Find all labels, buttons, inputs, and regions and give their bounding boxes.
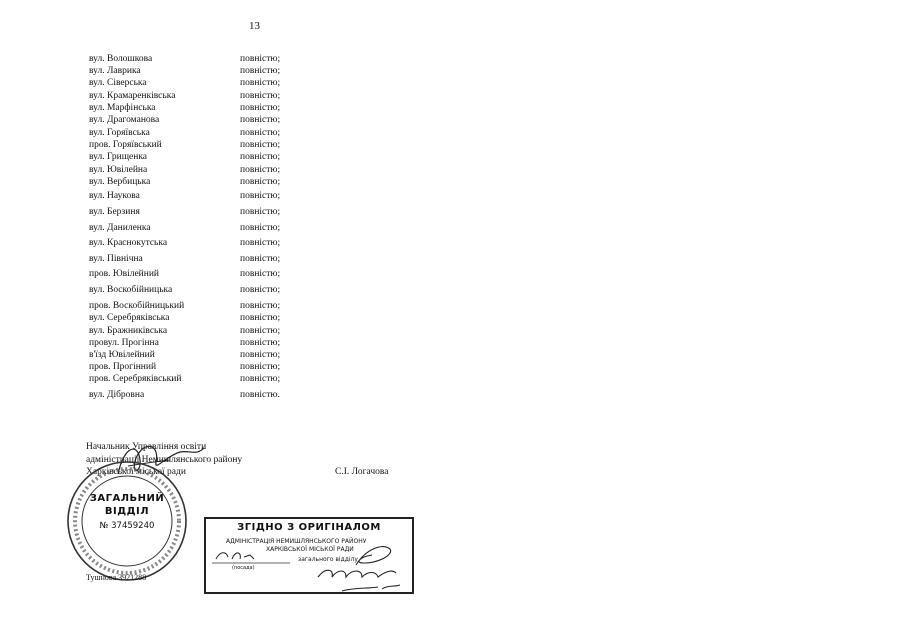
street-extent: повністю; [240,350,281,360]
street-row [89,222,349,234]
street-row [89,361,349,373]
street-name: пров. Горяївський [89,140,162,150]
executor-note: Тушнова 3921288 [86,573,147,582]
street-row [89,253,349,265]
street-row [89,114,349,126]
street-name: вул. Краснокутська [89,238,168,248]
copy-stamp-line-1: АДМІНІСТРАЦІЯ НЕМИШЛЯНСЬКОГО РАЙОНУ [226,538,367,545]
street-extent: повністю; [240,207,281,217]
street-extent: повністю; [240,326,281,336]
street-extent: повністю; [240,152,281,162]
street-name: вул. Марфінська [89,103,156,113]
round-stamp [66,460,188,582]
street-name: пров. Воскобійницький [89,301,185,311]
copy-stamp-title: ЗГІДНО З ОРИГІНАЛОМ [237,522,381,533]
street-extent: повністю; [240,177,281,187]
street-row [89,102,349,114]
round-stamp-code: № 37459240 [99,521,155,531]
street-extent: повністю; [240,362,281,372]
street-name: пров. Ювілейний [89,269,160,279]
street-extent: повністю; [240,338,281,348]
street-extent: повністю. [240,390,280,400]
street-row [89,176,349,188]
street-row [89,190,349,202]
street-row [89,53,349,65]
street-name: вул. Сіверська [89,78,147,88]
street-name: вул. Волошкова [89,54,153,64]
street-row [89,349,349,361]
street-row [89,127,349,139]
street-extent: повністю; [240,313,281,323]
street-row [89,65,349,77]
street-name: вул. Даниленка [89,223,151,233]
street-name: пров. Прогінний [89,362,157,372]
street-row [89,300,349,312]
street-row [89,164,349,176]
street-row [89,337,349,349]
street-row [89,312,349,324]
street-name: в'їзд Ювілейний [89,350,155,360]
street-row [89,389,349,401]
copy-stamp-handwriting [206,519,412,592]
copy-stamp-line-4: (посада) [232,565,255,571]
street-extent: повністю; [240,301,281,311]
street-name: вул. Берзиня [89,207,140,217]
street-name: провул. Прогінна [89,338,159,348]
certified-copy-stamp [204,517,414,594]
street-row [89,151,349,163]
round-stamp-title-1: ЗАГАЛЬНИЙ [89,493,165,504]
street-name: вул. Грищенка [89,152,148,162]
street-name: вул. Бражниківська [89,326,168,336]
round-stamp-title-2: ВІДДІЛ [104,506,150,517]
street-extent: повністю; [240,269,281,279]
street-extent: повністю; [240,54,281,64]
street-row [89,206,349,218]
signer-name: С.І. Логачова [335,467,389,477]
street-row [89,325,349,337]
copy-stamp-line-2: ХАРКІВСЬКОЇ МІСЬКОЇ РАДИ [266,546,354,553]
signature-title-line-2: адміністрації Немишлянського району [86,455,243,465]
street-row [89,90,349,102]
street-extent: повністю; [240,285,281,295]
street-extent: повністю; [240,78,281,88]
street-extent: повністю; [240,254,281,264]
street-extent: повністю; [240,165,281,175]
street-extent: повністю; [240,115,281,125]
copy-stamp-line-3: загального відділу [298,556,358,563]
page-number: 13 [249,20,260,32]
street-extent: повністю; [240,128,281,138]
street-name: вул. Серебряківська [89,313,170,323]
street-extent: повністю; [240,103,281,113]
street-row [89,284,349,296]
street-name: пров. Серебряківський [89,374,182,384]
street-name: вул. Ювілейна [89,165,148,175]
signature-title-line-3: Харківської міської ради [86,467,186,477]
street-name: вул. Лаврика [89,66,141,76]
street-name: вул. Наукова [89,191,140,201]
signature-title-line-1: Начальник Управління освіти [86,442,207,452]
street-row [89,139,349,151]
street-name: вул. Північна [89,254,143,264]
street-extent: повністю; [240,91,281,101]
street-extent: повністю; [240,140,281,150]
street-extent: повністю; [240,191,281,201]
street-name: вул. Горяївська [89,128,150,138]
street-row [89,268,349,280]
street-extent: повністю; [240,374,281,384]
street-row [89,77,349,89]
street-extent: повністю; [240,66,281,76]
street-name: вул. Вербицька [89,177,151,187]
street-name: вул. Драгоманова [89,115,160,125]
street-row [89,237,349,249]
street-name: вул. Дібровна [89,390,145,400]
street-extent: повністю; [240,223,281,233]
street-name: вул. Крамаренківська [89,91,176,101]
street-name: вул. Воскобійницька [89,285,173,295]
street-row [89,373,349,385]
street-extent: повністю; [240,238,281,248]
